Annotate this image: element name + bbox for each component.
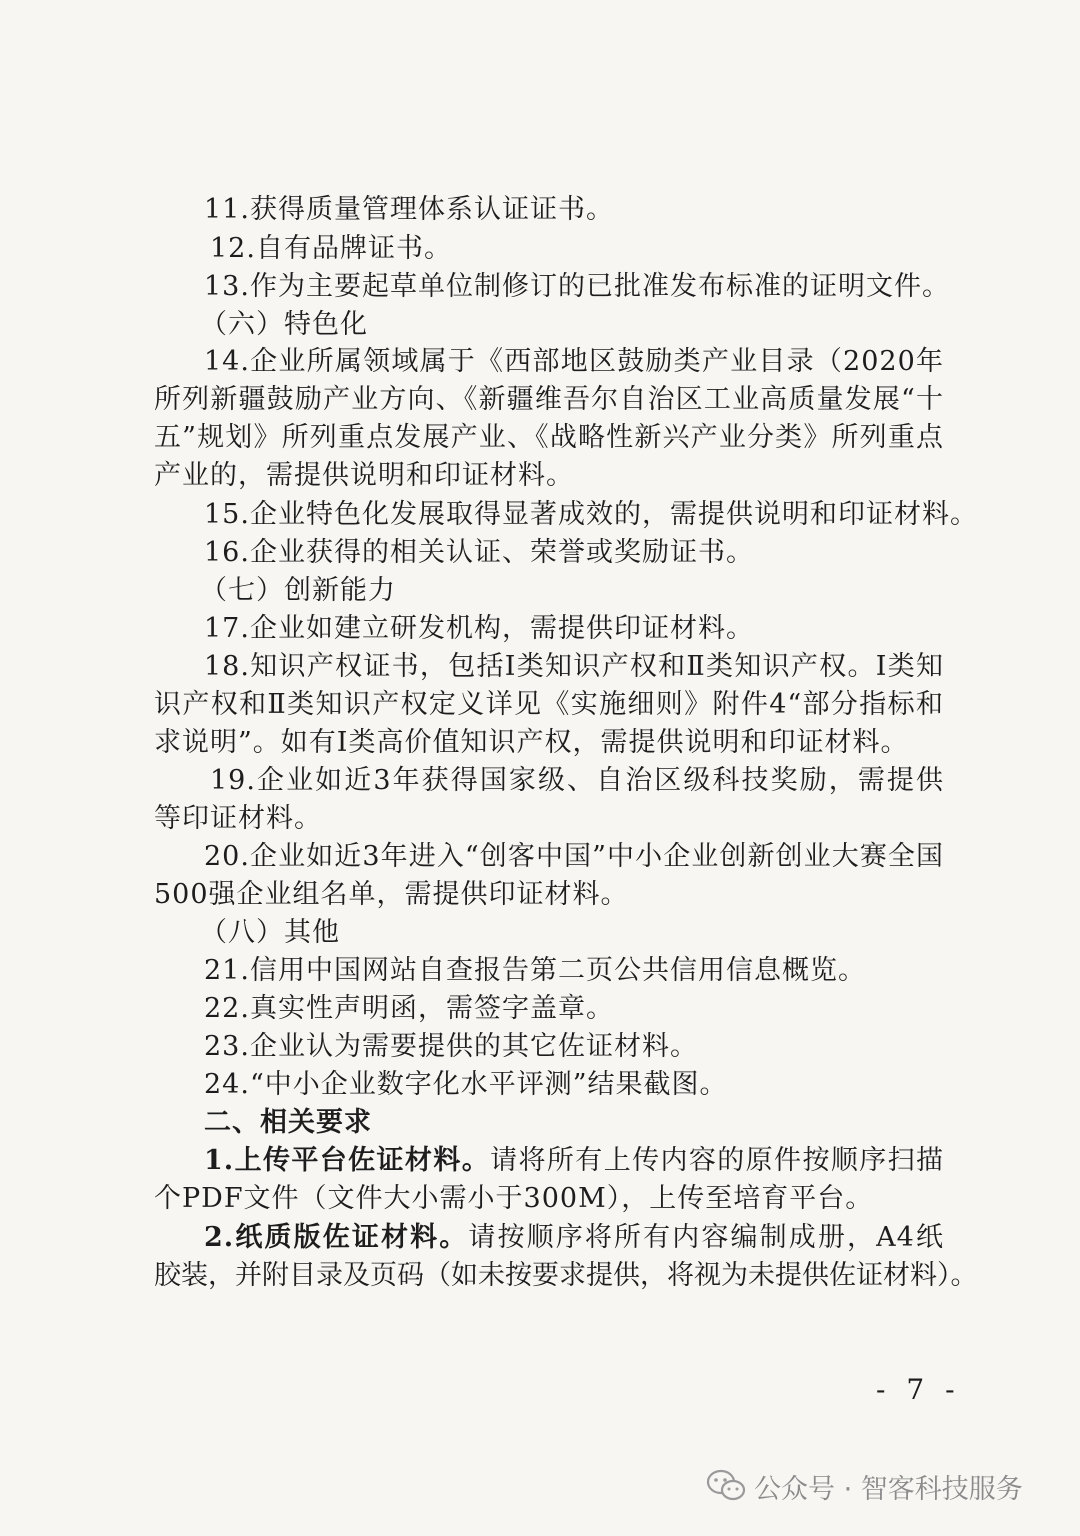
wechat-icon bbox=[706, 1469, 746, 1503]
requirement-1-line bbox=[204, 1142, 944, 1180]
text-line-18c: 求说明”。如有Ⅰ类高价值知识产权，需提供说明和印证材料。 bbox=[154, 727, 909, 758]
text-line-12: 12.自有品牌证书。 bbox=[210, 233, 452, 264]
requirement-2-line bbox=[204, 1219, 944, 1257]
watermark-text: 公众号 · 智客科技服务 bbox=[754, 1473, 1023, 1505]
text-line-20b: 500强企业组名单，需提供印证材料。 bbox=[154, 879, 629, 910]
requirement-1-text: 请将所有上传内容的原件按顺序扫描 bbox=[490, 1145, 944, 1176]
text-line-14b: 所列新疆鼓励产业方向、《新疆维吾尔自治区工业高质量发展“十 bbox=[154, 384, 944, 415]
section-heading-6: （六）特色化 bbox=[200, 309, 368, 340]
text-line-14a: 14.企业所属领域属于《西部地区鼓励类产业目录（2020年 bbox=[204, 346, 944, 377]
section-heading-8: （八）其他 bbox=[200, 917, 340, 948]
watermark bbox=[706, 1466, 1023, 1506]
requirement-2-title: 2.纸质版佐证材料。 bbox=[204, 1222, 469, 1253]
text-line-14d: 产业的，需提供说明和印证材料。 bbox=[154, 460, 574, 491]
page-number: - 7 - bbox=[876, 1373, 961, 1406]
text-line-22: 22.真实性声明函，需签字盖章。 bbox=[204, 993, 614, 1024]
requirement-2-text: 请按顺序将所有内容编制成册，A4纸 bbox=[468, 1222, 944, 1253]
text-line-15: 15.企业特色化发展取得显著成效的，需提供说明和印证材料。 bbox=[204, 499, 978, 530]
text-line-21: 21.信用中国网站自查报告第二页公共信用信息概览。 bbox=[204, 955, 866, 986]
text-line-23: 23.企业认为需要提供的其它佐证材料。 bbox=[204, 1031, 698, 1062]
text-line-24: 24.“中小企业数字化水平评测”结果截图。 bbox=[204, 1069, 728, 1100]
text-line-18a: 18.知识产权证书，包括Ⅰ类知识产权和Ⅱ类知识产权。Ⅰ类知 bbox=[204, 651, 944, 682]
section-heading-requirements: 二、相关要求 bbox=[204, 1107, 372, 1138]
text-line-19b: 等印证材料。 bbox=[154, 803, 322, 834]
requirement-2-line-2: 胶装，并附目录及页码（如未按要求提供，将视为未提供佐证材料）。 bbox=[154, 1260, 978, 1291]
text-line-20a: 20.企业如近3年进入“创客中国”中小企业创新创业大赛全国 bbox=[204, 841, 944, 872]
text-line-13: 13.作为主要起草单位制修订的已批准发布标准的证明文件。 bbox=[204, 271, 950, 302]
text-line-11: 11.获得质量管理体系认证证书。 bbox=[204, 194, 614, 225]
section-heading-7: （七）创新能力 bbox=[200, 575, 396, 606]
text-line-16: 16.企业获得的相关认证、荣誉或奖励证书。 bbox=[204, 537, 754, 568]
text-line-19a: 19.企业如近3年获得国家级、自治区级科技奖励，需提供 bbox=[210, 765, 944, 796]
text-line-17: 17.企业如建立研发机构，需提供印证材料。 bbox=[204, 613, 754, 644]
requirement-1-title: 1.上传平台佐证材料。 bbox=[204, 1145, 491, 1176]
requirement-1-line-2: 个PDF文件（文件大小需小于300M），上传至培育平台。 bbox=[154, 1183, 874, 1214]
text-line-14c: 五”规划》所列重点发展产业、《战略性新兴产业分类》所列重点 bbox=[154, 422, 944, 453]
text-line-18b: 识产权和Ⅱ类知识产权定义详见《实施细则》附件4“部分指标和 bbox=[154, 689, 944, 720]
